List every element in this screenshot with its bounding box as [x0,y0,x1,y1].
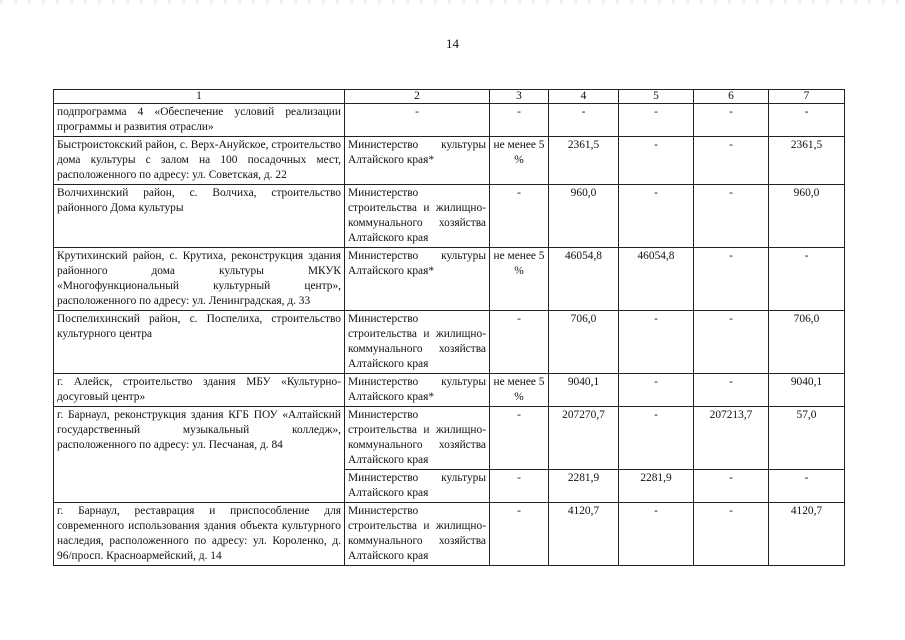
amount-col6-cell: - [694,248,769,311]
object-description-cell: Крутихинский район, с. Крутиха, реконструкция здания районного дома культуры МКУК «Многофункциональный культурный центр», расположенного по адресу: ул. Ленинградская, д. 33 [54,248,345,311]
amount-col6-cell: - [694,503,769,566]
object-description-cell: Быстроистокский район, с. Верх-Ануйское, строительство дома культуры с залом на 100 посадочных мест, расположенного по адресу: ул. Советская, д. 22 [54,137,345,185]
table-row [54,503,845,566]
scan-edge-artifact [0,0,905,4]
amount-col6-cell: - [694,137,769,185]
table-row [54,104,845,137]
total-amount-cell: 207270,7 [549,407,619,470]
amount-col6-cell: - [694,470,769,503]
amount-col7-cell: 706,0 [769,311,845,374]
col-header-5: 5 [619,90,694,104]
table-row [54,137,845,185]
subprogram-title-cell: подпрограмма 4 «Обеспечение условий реализации программы и развития отрасли» [54,104,345,137]
cofinancing-cell: не менее 5 % [490,374,549,407]
budget-table [53,89,845,566]
col-header-6: 6 [694,90,769,104]
total-amount-cell: 2361,5 [549,137,619,185]
amount-col5-cell: 46054,8 [619,248,694,311]
object-description-cell: г. Барнаул, реконструкция здания КГБ ПОУ «Алтайский государственный музыкальный колледж», расположенного по адресу: ул. Песчаная, д. 84 [54,407,345,503]
col-header-4: 4 [549,90,619,104]
amount-col5-cell: - [619,104,694,137]
page-number: 14 [446,36,459,51]
amount-col7-cell: 57,0 [769,407,845,470]
object-description-cell: Волчихинский район, с. Волчиха, строительство районного Дома культуры [54,185,345,248]
total-amount-cell: 706,0 [549,311,619,374]
total-amount-cell: 960,0 [549,185,619,248]
responsible-cell: - [345,104,490,137]
object-description-cell: г. Барнаул, реставрация и приспособление для современного использования здания объекта культурного наследия, расположенного по адресу: ул. Короленко, д. 96/просп. Красноармейский, д. 14 [54,503,345,566]
amount-col5-cell: - [619,374,694,407]
cofinancing-cell: - [490,185,549,248]
amount-col6-cell: - [694,311,769,374]
table-row [54,311,845,374]
responsible-cell: Министерство культуры Алтайского края [345,470,490,503]
amount-col7-cell: 9040,1 [769,374,845,407]
cofinancing-cell: - [490,311,549,374]
amount-col5-cell: - [619,407,694,470]
object-description-cell: г. Алейск, строительство здания МБУ «Культурно-досуговый центр» [54,374,345,407]
responsible-cell: Министерство культуры Алтайского края* [345,248,490,311]
amount-col6-cell: 207213,7 [694,407,769,470]
col-header-1: 1 [54,90,345,104]
total-amount-cell: 4120,7 [549,503,619,566]
cofinancing-cell: - [490,470,549,503]
cofinancing-cell: не менее 5 % [490,248,549,311]
amount-col7-cell: 960,0 [769,185,845,248]
table-row [54,248,845,311]
table-row [54,407,845,470]
responsible-cell: Министерство культуры Алтайского края* [345,374,490,407]
responsible-cell: Министерство строительства и жилищно-коммунального хозяйства Алтайского края [345,311,490,374]
total-amount-cell: 46054,8 [549,248,619,311]
responsible-cell: Министерство строительства и жилищно-коммунального хозяйства Алтайского края [345,407,490,470]
table-row [54,185,845,248]
col-header-3: 3 [490,90,549,104]
header-row [54,90,845,104]
amount-col7-cell: - [769,248,845,311]
cofinancing-cell: - [490,503,549,566]
amount-col5-cell: - [619,311,694,374]
amount-col6-cell: - [694,185,769,248]
responsible-cell: Министерство культуры Алтайского края* [345,137,490,185]
responsible-cell: Министерство строительства и жилищно-коммунального хозяйства Алтайского края [345,503,490,566]
amount-col7-cell: 2361,5 [769,137,845,185]
total-amount-cell: - [549,104,619,137]
amount-col5-cell: 2281,9 [619,470,694,503]
cofinancing-cell: - [490,407,549,470]
amount-col5-cell: - [619,503,694,566]
cofinancing-cell: - [490,104,549,137]
amount-col5-cell: - [619,185,694,248]
amount-col7-cell: - [769,470,845,503]
responsible-cell: Министерство строительства и жилищно-коммунального хозяйства Алтайского края [345,185,490,248]
total-amount-cell: 9040,1 [549,374,619,407]
col-header-2: 2 [345,90,490,104]
amount-col7-cell: - [769,104,845,137]
amount-col6-cell: - [694,374,769,407]
col-header-7: 7 [769,90,845,104]
table-row [54,374,845,407]
total-amount-cell: 2281,9 [549,470,619,503]
amount-col6-cell: - [694,104,769,137]
object-description-cell: Поспелихинский район, с. Поспелиха, строительство культурного центра [54,311,345,374]
cofinancing-cell: не менее 5 % [490,137,549,185]
amount-col7-cell: 4120,7 [769,503,845,566]
amount-col5-cell: - [619,137,694,185]
